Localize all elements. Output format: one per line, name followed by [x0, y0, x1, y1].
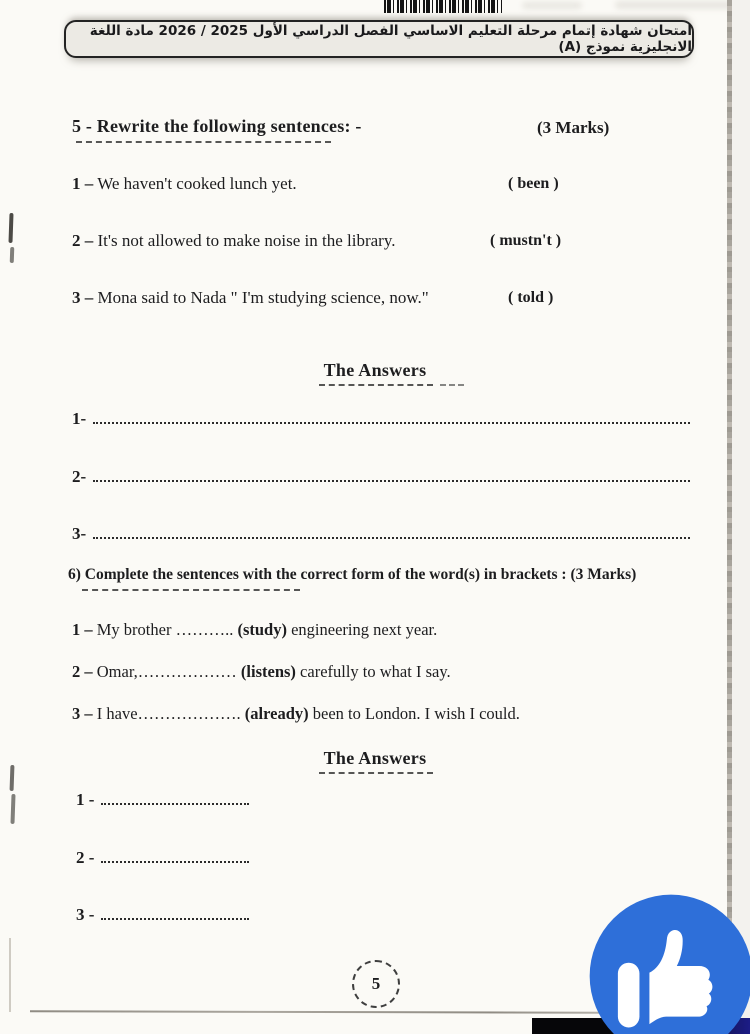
exam-title: امتحان شهادة إتمام مرحلة التعليم الاساسي الفصل الدراسي الأول 2025 / 2026 مادة اللغة الانجليزية نموذج (A)	[89, 23, 692, 55]
bracket-word: (study)	[233, 620, 287, 639]
answers-title-2: The Answers	[323, 748, 427, 768]
answers-title-1: The Answers	[323, 360, 427, 380]
answer-line-short	[76, 791, 249, 808]
dotted-line	[93, 422, 690, 424]
item-text: engineering next year.	[286, 620, 438, 639]
answers-underline	[319, 384, 433, 386]
binding-mark	[8, 213, 13, 243]
item-number: 1 –	[72, 174, 94, 193]
item-text: Mona said to Nada " I'm studying science, now."	[93, 288, 429, 307]
dotted-line	[93, 480, 690, 482]
q5-hint-1: ( been )	[508, 175, 559, 192]
answer-line	[72, 468, 690, 485]
heading-underline	[82, 589, 300, 591]
binding-mark	[10, 247, 15, 263]
q6-sentence-1	[72, 620, 437, 640]
item-text: Omar,	[92, 662, 138, 681]
q6-sentence-2	[72, 662, 451, 682]
item-number: 3 –	[72, 704, 93, 723]
q5-sentence-1	[72, 174, 297, 194]
q5-hint-3: ( told )	[508, 289, 554, 306]
q5-sentence-2	[72, 231, 395, 251]
answer-line-label: 2 -	[76, 848, 95, 867]
page-number-badge	[352, 960, 400, 1008]
question-6-heading: 6) Complete the sentences with the correct form of the word(s) in brackets : (3 Marks)	[68, 566, 637, 583]
item-text: It's not allowed to make noise in the library.	[93, 231, 396, 250]
dotted-line	[101, 918, 249, 920]
answer-line	[72, 525, 690, 542]
item-text: We haven't cooked lunch yet.	[93, 174, 297, 193]
answer-line	[72, 410, 690, 427]
question-5-heading: 5 - Rewrite the following sentences: -	[72, 116, 362, 136]
item-text: I have	[92, 704, 138, 723]
inline-dots: ………………	[137, 662, 237, 681]
item-number: 2 –	[72, 662, 93, 681]
inline-dots: ……………….	[137, 704, 241, 723]
q5-sentence-3	[72, 288, 429, 308]
q5-hint-2: ( mustn't )	[490, 232, 562, 249]
barcode	[384, 0, 502, 13]
item-number: 2 –	[72, 231, 94, 250]
answer-line-label: 3 -	[76, 905, 95, 924]
scan-smudge	[522, 2, 582, 9]
question-5-marks: (3 Marks)	[537, 118, 610, 137]
bracket-word: (already)	[240, 704, 309, 723]
answer-line-label: 2-	[72, 467, 87, 486]
heading-underline	[76, 141, 331, 143]
answers-underline-tail	[440, 384, 464, 386]
exam-header	[64, 20, 694, 58]
dotted-line	[93, 537, 690, 539]
answer-line-short	[76, 906, 249, 923]
answer-line-short	[76, 849, 249, 866]
dotted-line	[101, 861, 249, 863]
page-number: 5	[371, 974, 381, 993]
thumbs-up-icon	[588, 893, 750, 1034]
item-text: My brother	[92, 620, 176, 639]
item-number: 1 –	[72, 620, 93, 639]
page-fold-line	[9, 938, 11, 1012]
dotted-line	[101, 803, 249, 805]
item-number: 3 –	[72, 288, 94, 307]
answer-line-label: 3-	[72, 524, 87, 543]
bracket-word: (listens)	[236, 662, 296, 681]
item-text: carefully to what I say.	[295, 662, 451, 681]
binding-mark	[10, 794, 15, 824]
page-bottom-edge	[30, 1010, 605, 1014]
item-text: been to London. I wish I could.	[308, 704, 520, 723]
like-badge	[588, 893, 750, 1034]
inline-dots: ………..	[175, 620, 234, 639]
answer-line-label: 1-	[72, 409, 87, 428]
scan-margin	[732, 0, 750, 1034]
q6-sentence-3	[72, 704, 520, 724]
answer-line-label: 1 -	[76, 790, 95, 809]
answers-underline	[319, 772, 433, 774]
scan-smudge	[615, 1, 745, 9]
